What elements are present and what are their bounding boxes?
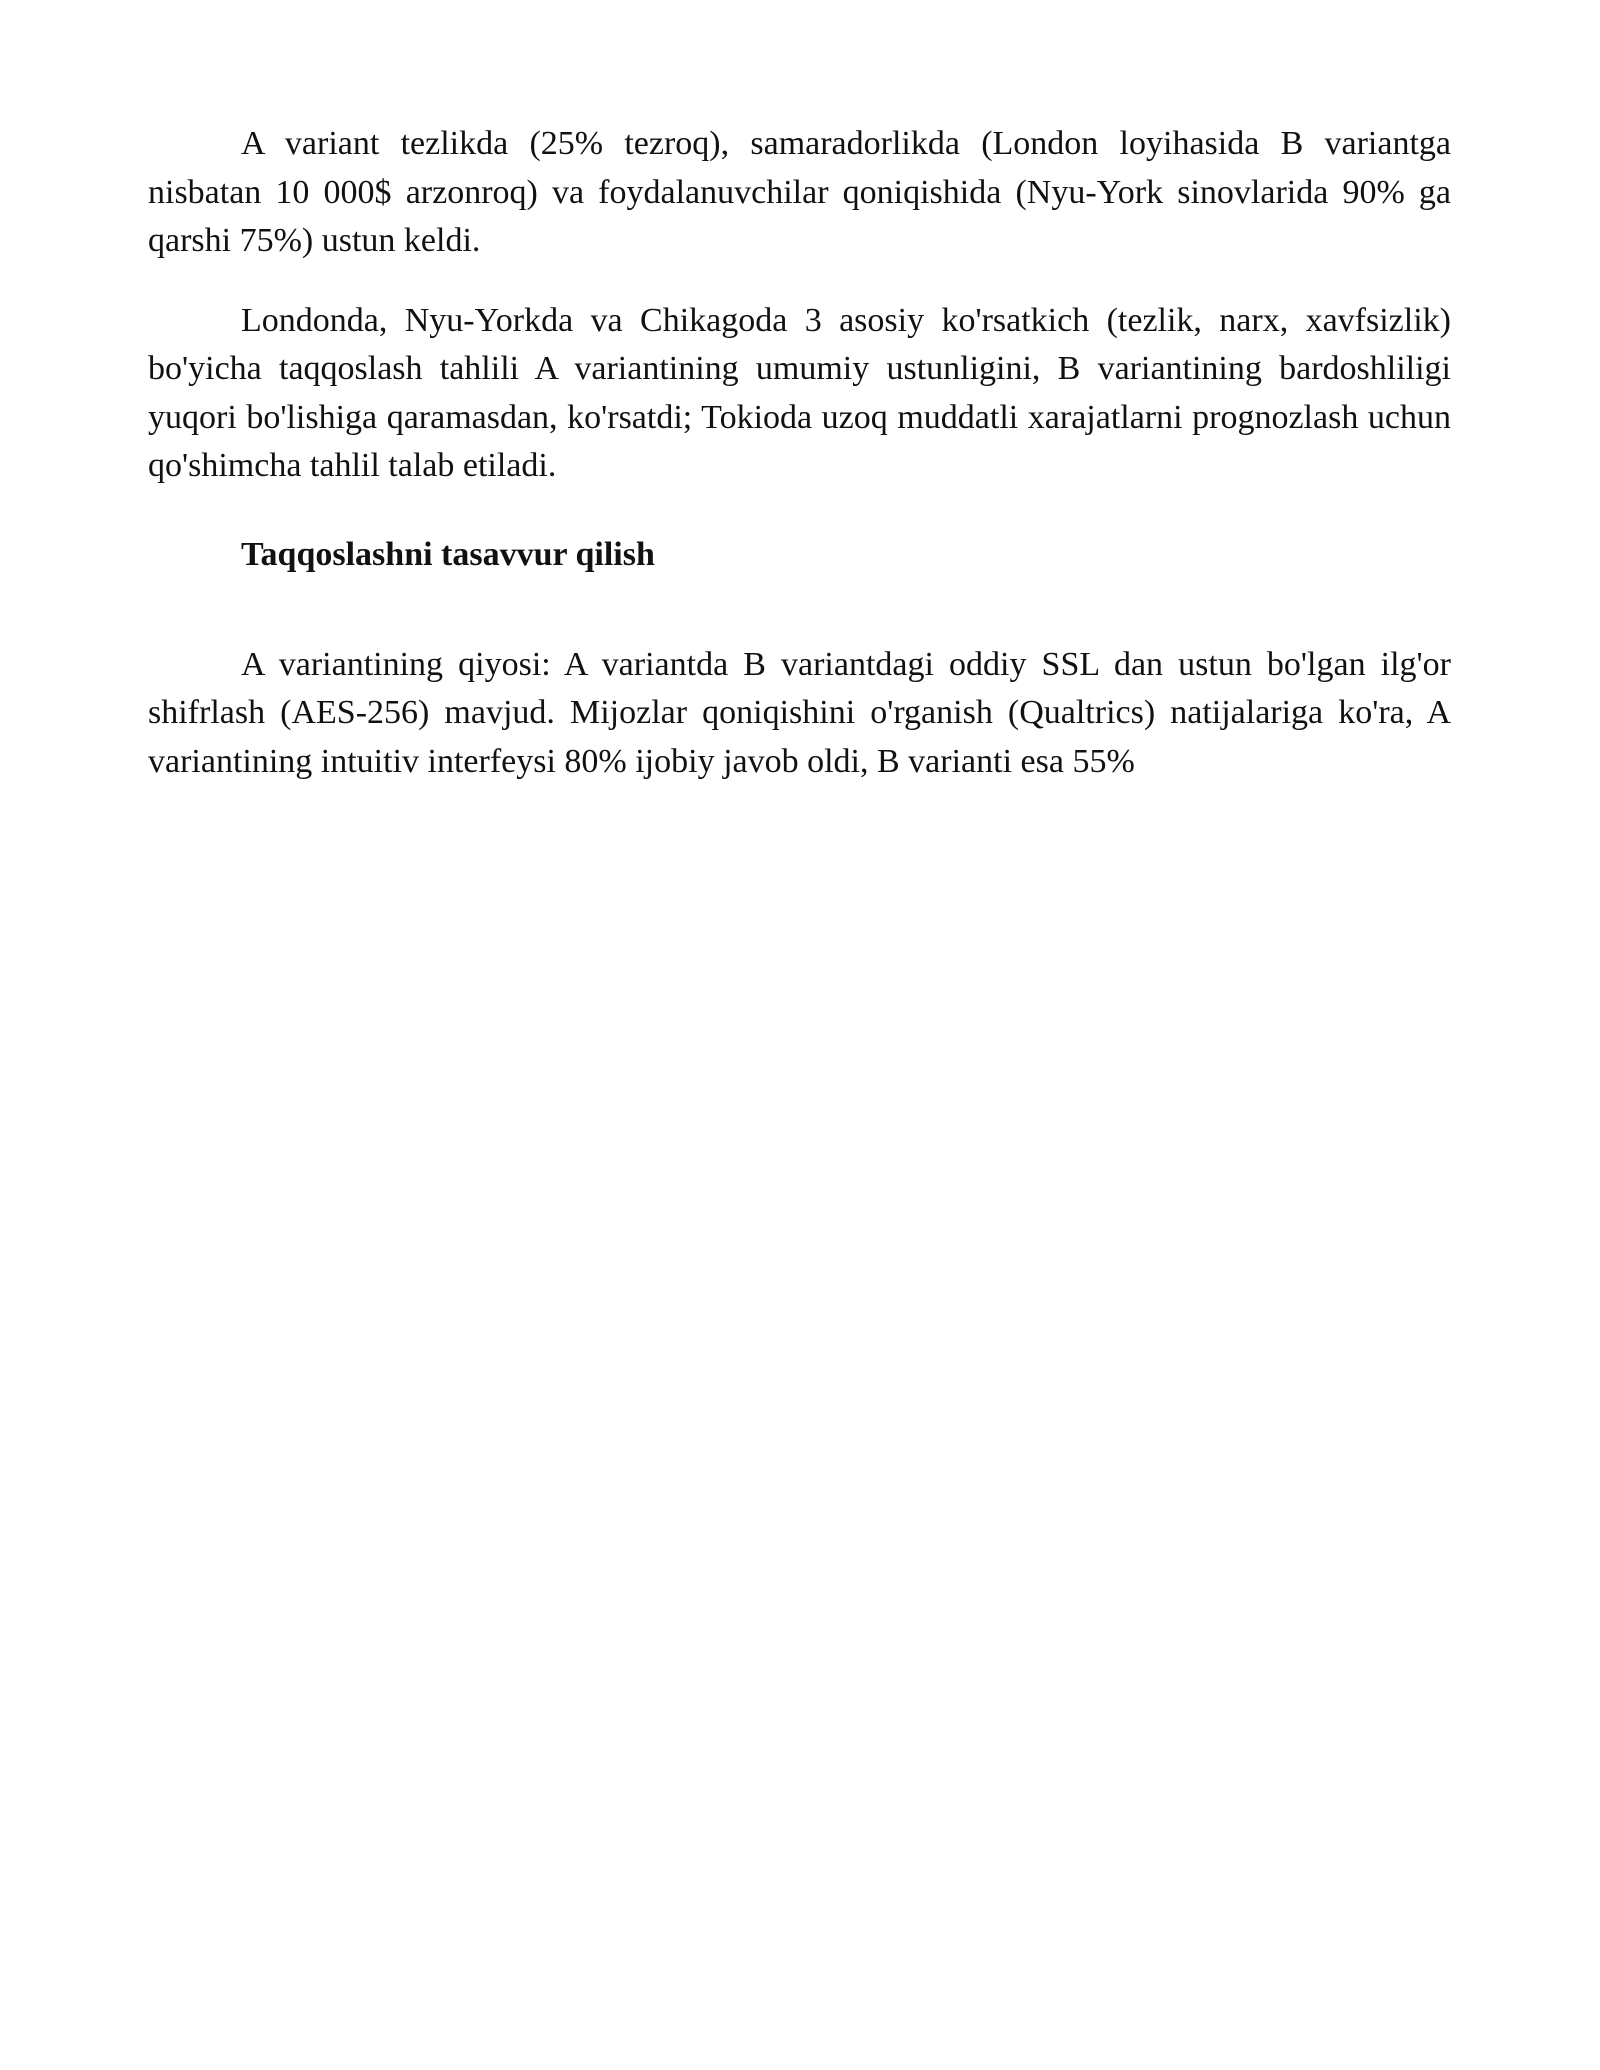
paragraph-3: A variantining qiyosi: A variantda B variantdagi oddiy SSL dan ustun bo'lgan ilg'or shifrlash (AES-256) mavjud. Mijozlar qoniqishini o'rganish (Qualtrics) natijalariga ko'ra, A variantining intuitiv interfeysi 80% ijobiy javob oldi, B varianti esa 55% xyxy=(148,645,1451,780)
paragraph-1: A variant tezlikda (25% tezroq), samaradorlikda (London loyihasida B variantga nisbatan 10 000$ arzonroq) va foydalanuvchilar qoniqishida (Nyu-York sinovlarida 90% ga qarshi 75%) ustun keldi. xyxy=(148,125,1451,259)
document-body xyxy=(148,120,1451,786)
paragraph-2: Londonda, Nyu-Yorkda va Chikagoda 3 asosiy ko'rsatkich (tezlik, narx, xavfsizlik) bo'yicha taqqoslash tahlili A variantining umumiy ustunligini, B variantining bardoshliligi yuqori bo'lishiga qaramasdan, ko'rsatdi; Tokioda uzoq muddatli xarajatlarni prognozlash uchun qo'shimcha tahlil talab etiladi. xyxy=(148,301,1451,484)
section-heading: Taqqoslashni tasavvur qilish xyxy=(241,535,655,573)
